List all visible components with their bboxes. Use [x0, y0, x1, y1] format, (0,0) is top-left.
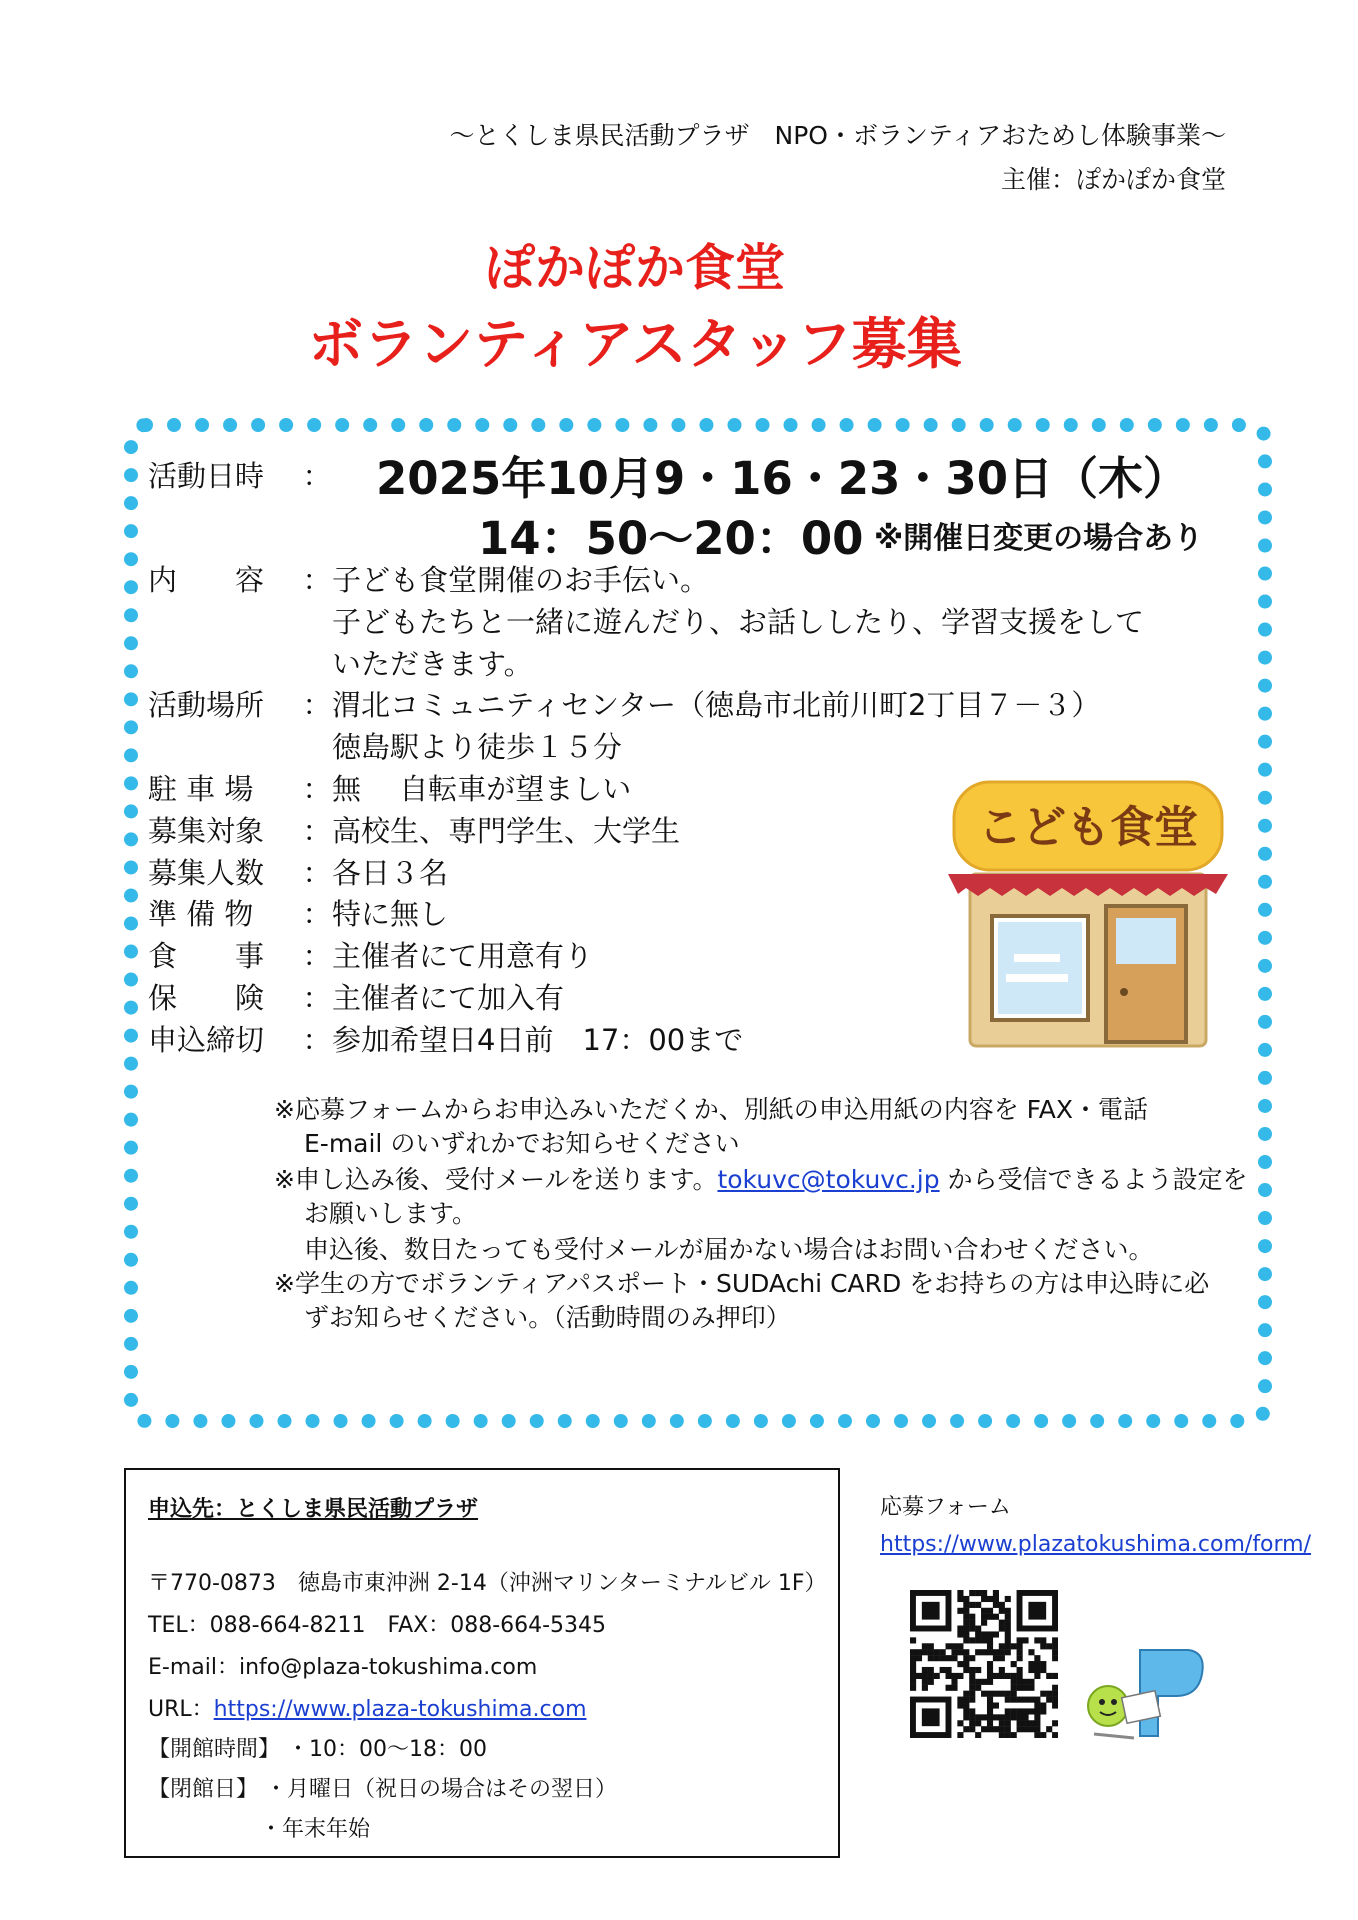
change-note: ※開催日変更の場合あり — [874, 521, 1204, 556]
detail-label: 食 事 — [148, 939, 265, 973]
detail-label: 申込締切 — [148, 1023, 265, 1057]
detail-label: 準 備 物 — [148, 897, 254, 931]
detail-value: 子ども食堂開催のお手伝い。 — [332, 563, 710, 597]
detail-row — [148, 976, 564, 1017]
form-url-link[interactable]: https://www.plazatokushima.com/form/ — [880, 1532, 1312, 1557]
detail-label: 内 容 — [148, 563, 265, 597]
colon: ： — [302, 563, 332, 597]
detail-row — [148, 809, 680, 850]
colon: ： — [302, 939, 332, 973]
title-line2: ボランティアスタッフ募集 — [308, 312, 962, 376]
note-2c: 申込後、数日たっても受付メールが届かない場合はお問い合わせください。 — [304, 1235, 1154, 1264]
event-time: 14：50～20：00 — [478, 512, 864, 565]
detail-row — [148, 600, 1144, 641]
date-label: 活動日時 — [148, 459, 265, 493]
kodomo-shokudo-illustration-icon — [944, 776, 1232, 1048]
detail-row — [148, 851, 448, 892]
note-2a — [274, 1160, 1248, 1196]
qr-code-icon[interactable] — [910, 1590, 1058, 1738]
detail-value: 特に無し — [332, 897, 449, 931]
detail-label: 活動場所 — [148, 688, 265, 722]
form-label: 応募フォーム — [880, 1495, 1011, 1520]
event-date: 2025年10月9・16・23・30日（木） — [376, 452, 1189, 505]
detail-value: いただきます。 — [332, 647, 533, 681]
detail-label: 駐 車 場 — [148, 772, 254, 806]
colon: ： — [302, 856, 332, 890]
colon: ： — [302, 459, 332, 493]
contact-tel: TEL：088-664-8211 FAX：088-664-5345 — [148, 1613, 607, 1638]
date-row — [148, 454, 332, 495]
contact-email: E-mail：info@plaza-tokushima.com — [148, 1655, 538, 1680]
detail-label: 保 険 — [148, 981, 265, 1015]
title-line1: ぽかぽか食堂 — [485, 239, 785, 297]
detail-value: 無 自転車が望ましい — [332, 772, 632, 806]
contact-hours: 【開館時間】 ・10：00～18：00 — [148, 1737, 487, 1762]
detail-row — [148, 892, 448, 933]
shop-sign: こども食堂 — [978, 802, 1198, 853]
contact-closed-2: ・年末年始 — [260, 1817, 371, 1842]
detail-label: 募集人数 — [148, 856, 265, 890]
detail-row — [148, 683, 1100, 724]
contact-url-label: URL： — [148, 1697, 214, 1722]
detail-row — [148, 642, 533, 683]
detail-label: 募集対象 — [148, 814, 265, 848]
event-name: ～とくしま県民活動プラザ NPO・ボランティアおためし体験事業～ — [449, 121, 1226, 150]
note-3a: ※学生の方でボランティアパスポート・SUDAchi CARD をお持ちの方は申込時に必 — [274, 1269, 1210, 1298]
detail-value: 渭北コミュニティセンター（徳島市北前川町2丁目７－３） — [332, 688, 1101, 722]
contact-address: 〒770-0873 徳島市東沖洲 2-14（沖洲マリンターミナルビル 1F） — [148, 1571, 827, 1596]
detail-value: 各日３名 — [332, 856, 449, 890]
contact-box — [124, 1468, 840, 1858]
detail-value: 高校生、専門学生、大学生 — [332, 814, 681, 848]
note-1a: ※応募フォームからお申込みいただくか、別紙の申込用紙の内容を FAX・電話 — [274, 1095, 1148, 1124]
note-2a-tail: から受信できるよう設定を — [939, 1165, 1248, 1194]
detail-row — [148, 558, 709, 599]
note-3b: ずお知らせください。（活動時間のみ押印） — [304, 1303, 791, 1332]
contact-url-line — [148, 1692, 587, 1723]
colon: ： — [302, 981, 332, 1015]
colon: ： — [302, 772, 332, 806]
detail-value: 参加希望日4日前 17：00まで — [332, 1023, 744, 1057]
email-link[interactable]: tokuvc@tokuvc.jp — [717, 1165, 940, 1194]
colon: ： — [302, 814, 332, 848]
detail-row — [148, 767, 631, 808]
detail-value: 子どもたちと一緒に遊んだり、お話ししたり、学習支援をして — [332, 605, 1145, 639]
detail-row — [148, 1018, 743, 1059]
detail-value: 徳島駅より徒歩１５分 — [332, 730, 623, 764]
host-name: 主催：ぽかぽか食堂 — [1000, 165, 1226, 194]
detail-value: 主催者にて用意有り — [332, 939, 594, 973]
contact-closed-1: 【閉館日】 ・月曜日（祝日の場合はその翌日） — [148, 1777, 617, 1802]
detail-value: 主催者にて加入有 — [332, 981, 565, 1015]
colon: ： — [302, 688, 332, 722]
note-1b: E-mail のいずれかでお知らせください — [304, 1129, 740, 1158]
note-2b: お願いします。 — [304, 1199, 478, 1228]
detail-row — [148, 934, 593, 975]
mascot-illustration-icon — [1080, 1640, 1210, 1750]
colon: ： — [302, 1023, 332, 1057]
colon: ： — [302, 897, 332, 931]
contact-heading: 申込先：とくしま県民活動プラザ — [148, 1497, 479, 1522]
note-2a-text: ※申し込み後、受付メールを送ります。 — [274, 1165, 718, 1194]
contact-url-link[interactable]: https://www.plaza-tokushima.com — [213, 1697, 587, 1722]
detail-row — [148, 725, 622, 766]
